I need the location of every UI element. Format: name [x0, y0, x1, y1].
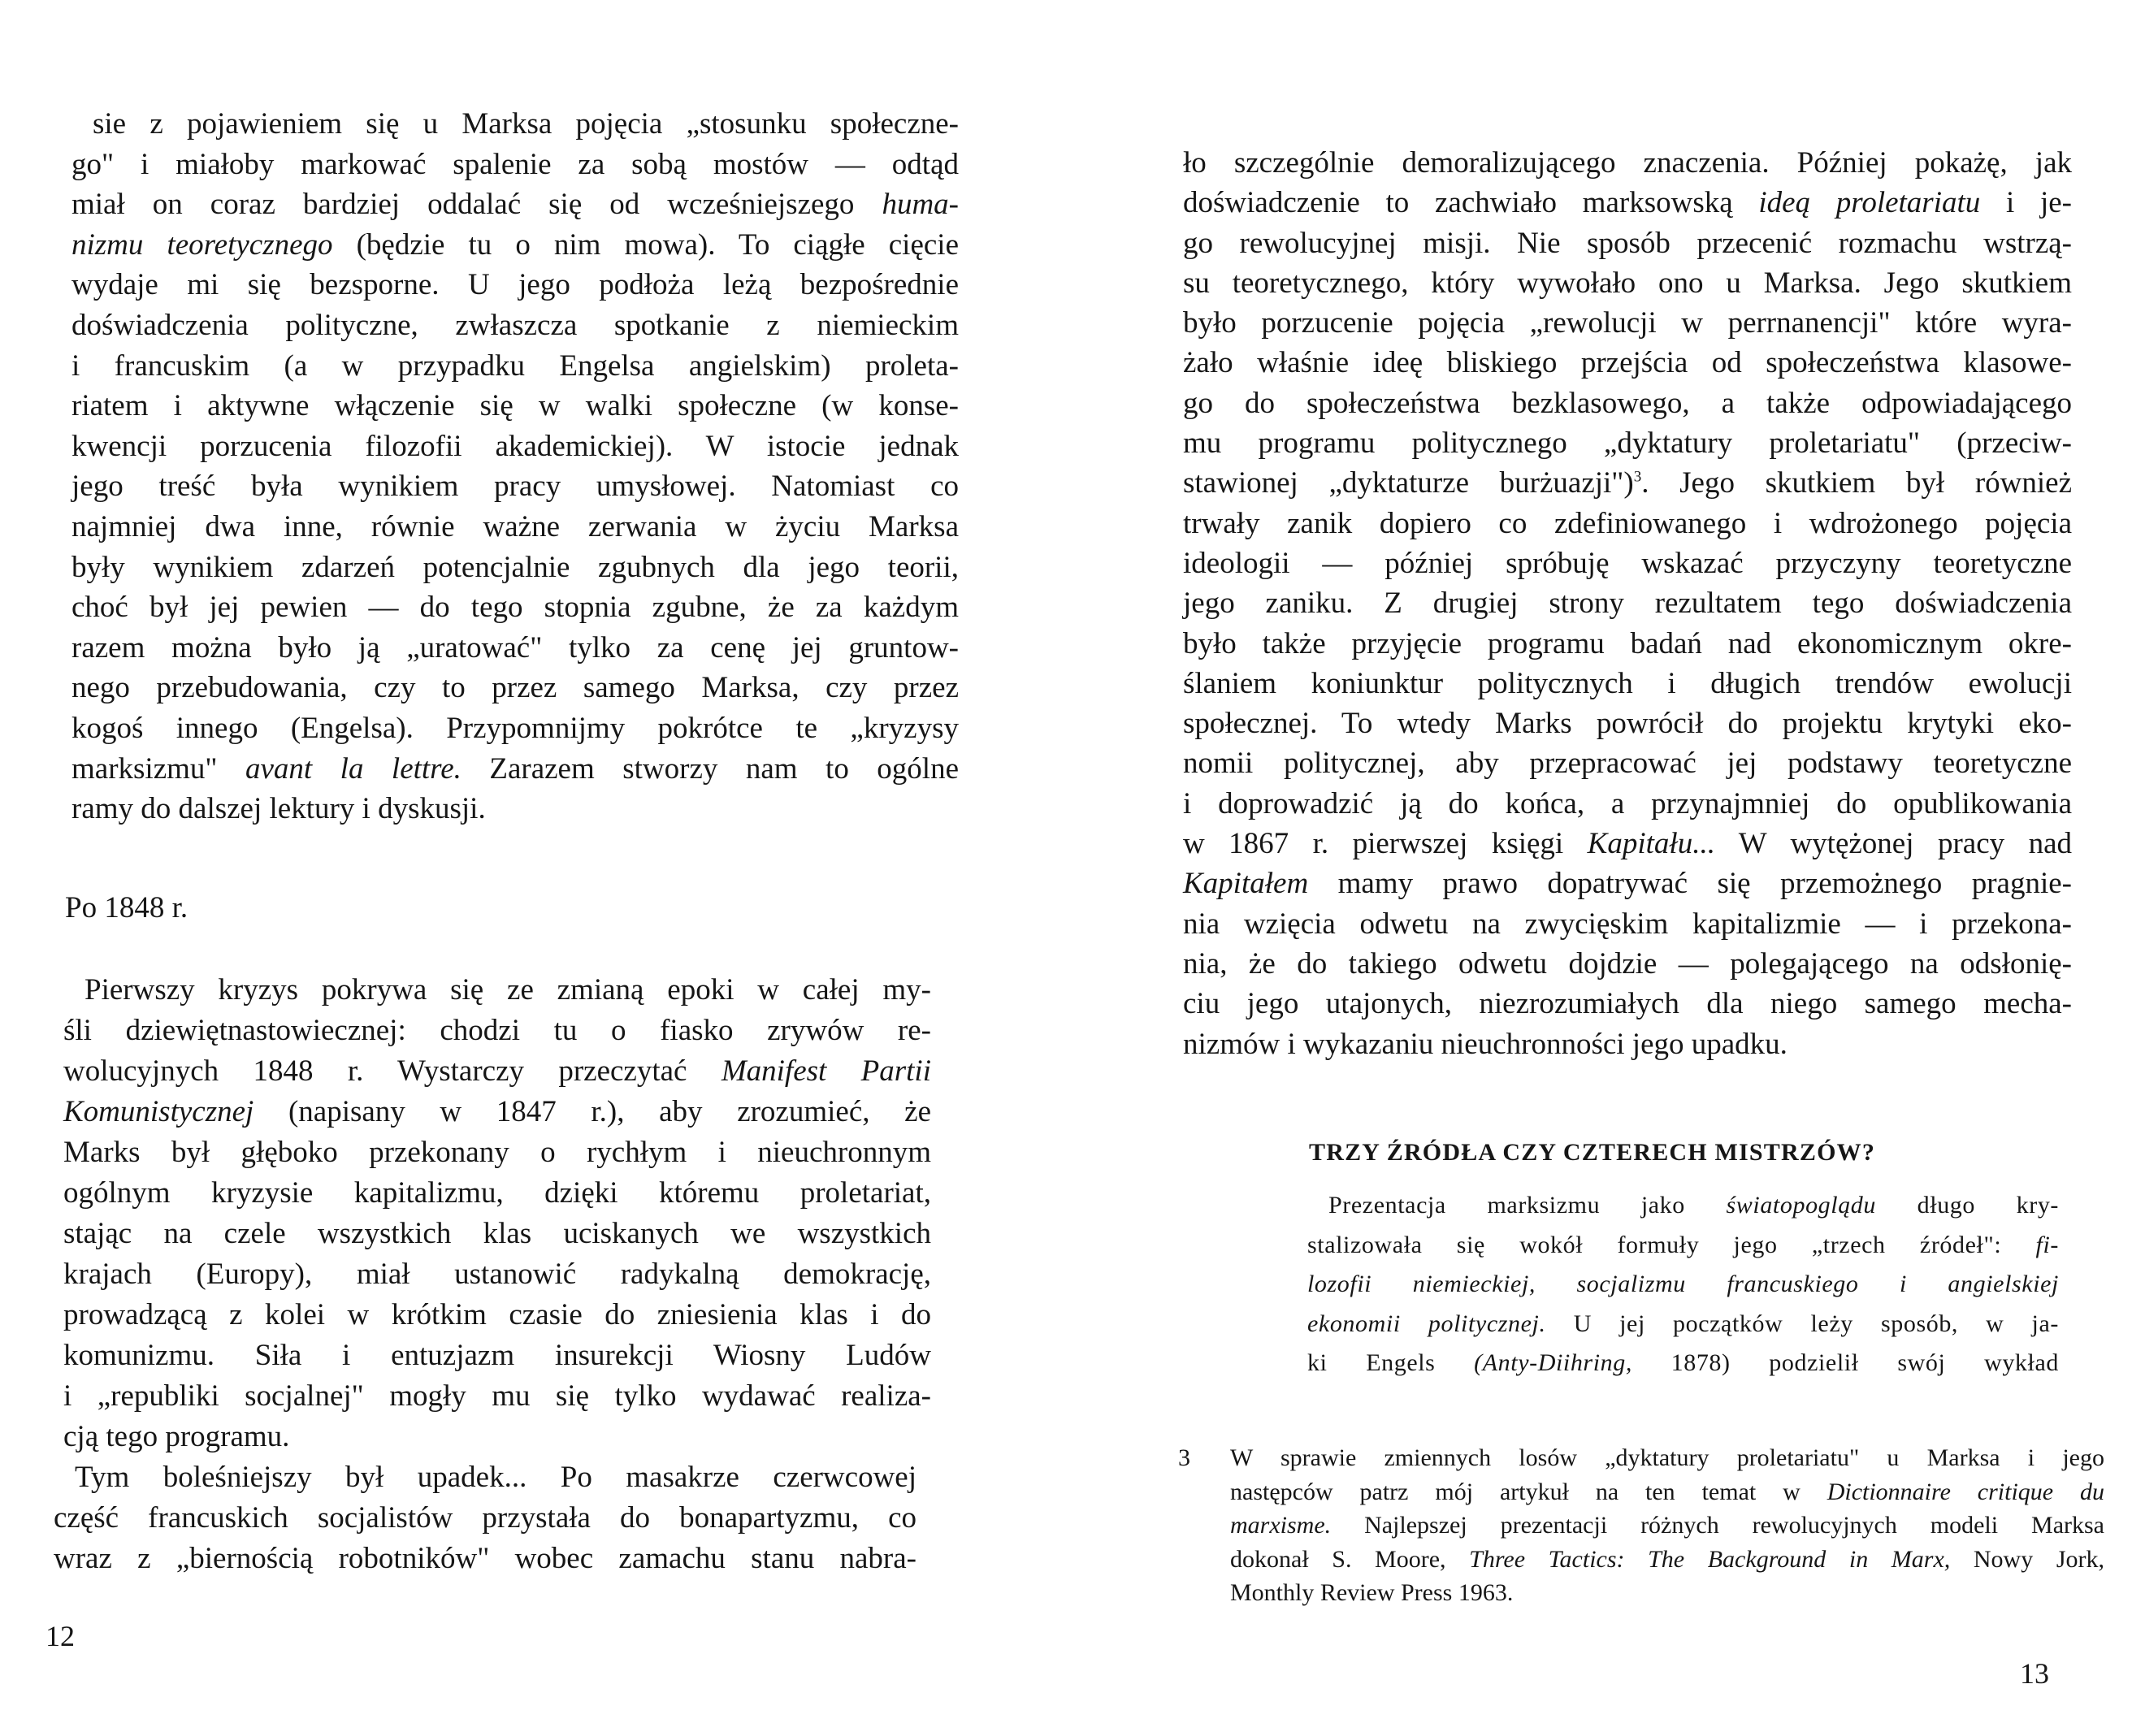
- italic-term: nizmu teoretycznego: [72, 227, 333, 262]
- footnote-marker: 3: [1633, 469, 1642, 487]
- text-line: było porzucenie pojęcia „rewolucji w perrnanencji" które wyra-: [1183, 306, 2072, 340]
- text-line: były wynikiem zdarzeń potencjalnie zgubnych dla jego teorii,: [72, 550, 959, 584]
- italic-title: (Anty-Diihring,: [1474, 1349, 1632, 1376]
- text-line: najmniej dwa inne, równie ważne zerwania w życiu Marksa: [72, 509, 959, 543]
- text-line: ło szczególnie demoralizującego znaczenia. Później pokażę, jak: [1183, 146, 2072, 180]
- text-line: choć był jej pewien — do tego stopnia zgubne, że za każdym: [72, 591, 959, 625]
- text-line: było także przyjęcie programu badań nad ekonomicznym okre-: [1183, 626, 2072, 660]
- text-line: su teoretycznego, który wywołało ono u Marksa. Jego skutkiem: [1183, 266, 2072, 300]
- italic-title: Kapitałem: [1183, 867, 1309, 901]
- page-number: 13: [2020, 1657, 2049, 1690]
- text-line: nia wzięcia odwetu na zwycięskim kapitalizmie — i przekona-: [1183, 907, 2072, 941]
- text-line: ogólnym kryzysie kapitalizmu, dzięki któremu proletariat,: [63, 1176, 931, 1210]
- section-heading: Po 1848 r.: [65, 891, 188, 924]
- text-line: komunizmu. Siła i entuzjazm insurekcji Wiosny Ludów: [63, 1339, 931, 1372]
- text-line: i doprowadzić ją do końca, a przynajmniej do opublikowania: [1183, 786, 2072, 820]
- text-line: wraz z „biernością robotników" wobec zamachu stanu nabra-: [54, 1542, 916, 1575]
- text-line: w 1867 r. pierwszej księgi Kapitału... W wytężonej pracy nad: [1183, 827, 2072, 861]
- italic-term: fi-: [2035, 1231, 2059, 1258]
- text-line: dokonał S. Moore, Three Tactics: The Background in Marx, Nowy Jork,: [1230, 1545, 2104, 1573]
- text-line: Tym boleśniejszy był upadek... Po masakrze czerwcowej: [75, 1461, 916, 1494]
- text-line: Pierwszy kryzys pokrywa się ze zmianą epoki w całej my-: [84, 973, 931, 1007]
- text-line: żało właśnie ideę bliskiego przejścia od społeczeństwa klasowe-: [1183, 346, 2072, 380]
- text-line: Monthly Review Press 1963.: [1230, 1579, 1514, 1606]
- left-paragraph-2: [63, 970, 931, 1457]
- text-line: ki Engels (Anty-Diihring, 1878) podzielił swój wykład: [1307, 1349, 2059, 1376]
- text-line: go" i miałoby markować spalenie za sobą mostów — odtąd: [72, 147, 959, 181]
- italic-term: ideą proletariatu: [1758, 186, 1981, 220]
- text-line: Prezentacja marksizmu jako światopoglądu długo kry-: [1328, 1192, 2060, 1219]
- text-line: następców patrz mój artykuł na ten temat w Dictionnaire critique du: [1230, 1478, 2104, 1505]
- text-line: ciu jego utajonych, niezrozumiałych dla niego samego mecha-: [1183, 987, 2072, 1021]
- text-line: doświadczenia polityczne, zwłaszcza spotkanie z niemieckim: [72, 308, 959, 342]
- italic-title: Kapitału...: [1587, 827, 1715, 861]
- text-line: stawionej „dyktaturze burżuazji")$^3$. Jego skutkiem był również: [1183, 466, 2072, 500]
- text-line: W sprawie zmiennych losów „dyktatury proletariatu" u Marksa i jego: [1230, 1444, 2104, 1471]
- text-line: marksizmu" avant la lettre. Zarazem stworzy nam to ogólne: [72, 751, 959, 786]
- text-line: nomii politycznej, aby przepracować jej podstawy teoretyczne: [1183, 747, 2072, 781]
- text-line: doświadczenie to zachwiało marksowską ideą proletariatu i je-: [1183, 186, 2072, 220]
- text-line: trwały zanik dopiero co zdefiniowanego i wdrożonego pojęcia: [1183, 506, 2072, 540]
- text-line: jego treść była wynikiem pracy umysłowej. Natomiast co: [72, 470, 959, 504]
- text-line: i francuskim (a w przypadku Engelsa angielskim) proleta-: [72, 348, 959, 383]
- text-line: sie z pojawieniem się u Marksa pojęcia „stosunku społeczne-: [93, 107, 959, 141]
- text-line: nizmów i wykazaniu nieuchronności jego upadku.: [1183, 1027, 1788, 1061]
- italic-title: Manifest Partii: [721, 1054, 931, 1088]
- text-line: prowadzącą z kolei w krótkim czasie do zniesienia klas i do: [63, 1298, 931, 1331]
- text-line: jego zaniku. Z drugiej strony rezultatem tego doświadczenia: [1183, 587, 2072, 621]
- text-line: go rewolucyjnej misji. Nie sposób przecenić rozmachu wstrzą-: [1183, 226, 2072, 260]
- text-line: mu programu politycznego „dyktatury proletariatu" (przeciw-: [1183, 426, 2072, 461]
- text-line: wydaje mi się bezsporne. U jego podłoża leżą bezpośrednie: [72, 268, 959, 302]
- text-line: marxisme. Najlepszej prezentacji różnych rewolucyjnych modeli Marksa: [1230, 1512, 2104, 1539]
- text-line: śli dziewiętnastowiecznej: chodzi tu o fiasko zrywów re-: [63, 1014, 931, 1047]
- text-line: nizmu teoretycznego (będzie tu o nim mowa). To ciągłe cięcie: [72, 227, 959, 262]
- text-line: wolucyjnych 1848 r. Wystarczy przeczytać Manifest Partii: [63, 1054, 931, 1088]
- left-paragraph-3: [54, 1457, 916, 1579]
- text-line: Marks był głęboko przekonany o rychłym i nieuchronnym: [63, 1136, 931, 1169]
- text-line: riatem i aktywne włączenie się w walki społeczne (w konse-: [72, 389, 959, 423]
- page-number: 12: [46, 1620, 75, 1652]
- text-line: ideologii — później spróbuję wskazać przyczyny teoretyczne: [1183, 546, 2072, 580]
- italic-term: lozofii niemieckiej, socjalizmu francuskiego i angielskiej: [1307, 1271, 2059, 1297]
- left-page: [0, 0, 1072, 1736]
- text-line: kogoś innego (Engelsa). Przypomnijmy pokrótce te „kryzysy: [72, 711, 959, 745]
- footnote-text: [1230, 1441, 2104, 1610]
- left-paragraph-1: [72, 104, 959, 829]
- text-line: nia, że do takiego odwetu dojdzie — polegającego na odsłonię-: [1183, 946, 2072, 981]
- text-line: miał on coraz bardziej oddalać się od wcześniejszego huma-: [72, 188, 959, 222]
- italic-title: marxisme.: [1230, 1512, 1332, 1539]
- footnote-number: 3: [1178, 1444, 1190, 1471]
- text-line: razem można było ją „uratować" tylko za cenę jej gruntow-: [72, 630, 959, 665]
- right-page: [1072, 0, 2145, 1736]
- text-line: i „republiki socjalnej" mogły mu się tylko wydawać realiza-: [63, 1379, 931, 1413]
- text-line: nego przebudowania, czy to przez samego Marksa, czy przez: [72, 671, 959, 705]
- italic-term: ekonomii politycznej.: [1307, 1310, 1546, 1337]
- text-line: część francuskich socjalistów przystała do bonapartyzmu, co: [54, 1501, 916, 1535]
- chapter-subheading: TRZY ŹRÓDŁA CZY CZTERECH MISTRZÓW?: [1309, 1139, 1876, 1166]
- text-line: Kapitałem mamy prawo dopatrywać się przemożnego pragnie-: [1183, 867, 2072, 901]
- text-line: Komunistycznej (napisany w 1847 r.), aby zrozumieć, że: [63, 1095, 931, 1128]
- text-line: kwencji porzucenia filozofii akademickiej). W istocie jednak: [72, 429, 959, 463]
- text-line: ramy do dalszej lektury i dyskusji.: [72, 792, 486, 826]
- text-line: ekonomii politycznej. U jej początków leży sposób, w ja-: [1307, 1310, 2059, 1337]
- italic-title: Dictionnaire critique du: [1826, 1478, 2104, 1505]
- right-small-paragraph: [1307, 1186, 2059, 1383]
- text-line: ślaniem koniunktur politycznych i długich trendów ewolucji: [1183, 666, 2072, 700]
- text-line: go do społeczeństwa bezklasowego, a także odpowiadającego: [1183, 386, 2072, 420]
- text-line: społecznej. To wtedy Marks powrócił do projektu krytyki eko-: [1183, 707, 2072, 741]
- italic-title: Three Tactics: The Background in Marx,: [1469, 1545, 1951, 1573]
- italic-term: huma-: [882, 188, 959, 222]
- text-line: stając na czele wszystkich klas uciskanych we wszystkich: [63, 1217, 931, 1250]
- text-line: stalizowała się wokół formuły jego „trzech źródeł": fi-: [1307, 1231, 2059, 1258]
- text-line: [1307, 1265, 2059, 1305]
- text-line: cją tego programu.: [63, 1420, 290, 1453]
- italic-term: avant la lettre.: [245, 751, 462, 786]
- italic-term: światopoglądu: [1726, 1192, 1877, 1219]
- text-line: krajach (Europy), miał ustanowić radykalną demokrację,: [63, 1258, 931, 1291]
- right-main-paragraph: [1183, 143, 2072, 1064]
- italic-title: Komunistycznej: [63, 1095, 254, 1128]
